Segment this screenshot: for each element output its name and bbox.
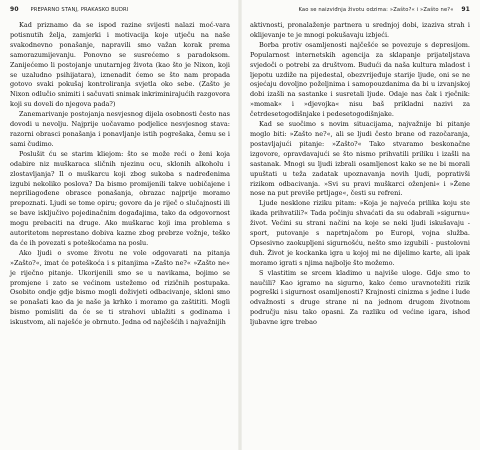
left-page	[10, 6, 230, 446]
right-running-head: Kao se naizviđnja životu odzima: »Zašto?« i »Zašto ne?«	[298, 7, 454, 13]
left-page-body	[10, 21, 230, 328]
paragraph: Kad priznamo da se ispod razine svijesti nalazi moć-vara potisnutih želja, zamjerki i motivacija koje utječu na naše svakodnevno ponašanje, napravili smo važan korak prema samorazumijevanju. Ponovno se susrećemo s paradoksom. Zanijećemo li postojanje unutarnjeg života (kao što je Nixon, koji se uzaludno psihijatara), iznenadit ćemo se što nam propada gotovo svaki pokušaj kontroliranja svjetla oko sebe. (Zašto je Nixon odlučio snimiti i sačuvati snimak inkriminirajućih razgovora koji su doveli do njegova pada?)	[10, 21, 230, 109]
paragraph: Ljude nesklone riziku pitam: »Koja je najveća prilika koju ste ikada prihvatili?« Tada počinju shvaćati da su odabrali »sigurnu« život. Većini su strani načini na koje se neki ljudi iskušavaju - sport, putovanje s naprtnjačom po Europi, vojna služba. Opsesivno zaokupljeni sigurnošću, nešto smo izgubili - pustolovni duh. Život je kockanka igra u kojoj mi ne dijelimo karte, ali ipak moramo igrati s njima najbolje što možemo.	[250, 199, 470, 267]
paragraph: Poslušit ću se starim kliejom: što se može reći o ženi koja odabire niz muškaraca sličnih njezinu ocu, sklonih alkoholu i zlostavljanja? Il o muškarcu koji zbog sukoba s nadređenima izgubi nekoliko poslova? Da bismo promijenili takve uobičajene i nepriliagođene obrasce ponašanja, obrazac najprije moramo prepoznati. Ljudi se tome opiru; govore da je riječ o slučajnosti ili se bave isključivo pojedinačnim događajima, tako da odgovornost mogu prebaciti na druge. Ako muškarac koji ima problema s autoritetom neprestano dobiva kazne zbog prebrze vožnje, teško da će ih povezati s poteškoćama na poslu.	[10, 149, 230, 247]
left-page-number: 90	[10, 6, 19, 13]
paragraph: Ako ljudi o svome životu ne vole odgovarati na pitanja »Zašto?«, imat će poteškoća i s pitanjima »Zašto ne?« »Zašto ne« je riječno pitanje. Ukorijenili smo se u navikama, bojimo se promjene i zato se većinom ustežemo od rizičnih postupaka. Osobito ondje gdje bismo mogli doživjeti odbacivanje, skloni smo se ponašati kao da je naše ja krhko i moramo ga zaštititi. Mogli bismo pomisliti da će se ti strahovi ublažiti s godinama i iskustvom, ali naješće je obrnuto. Jedna od najčešćih i najvažnijih	[10, 248, 230, 327]
right-page-body	[250, 21, 470, 328]
paragraph: Zanemarivanje postojanja nesvjesnog dijela osobnosti često nas dovodi u nevolju. Najprije uočavamo podjelice nesvjesnog stava: razorni obrasci ponašanja i ponavljanje istih pogrešaka, čemu se i sami čudimo.	[10, 110, 230, 148]
left-running-head: PREPARNO STANJ, PRAKASKO BUDRI	[30, 7, 129, 13]
paragraph: aktivnosti, pronalaženje partnera u srednjoj dobi, izaziva strah i oklijevanje te je mnogi pokušavaju izbjeći.	[250, 21, 470, 39]
paragraph: Kad se suočimo s novim situacijama, najvažnije bi pitanje moglo biti: »Zašto ne?«, ali se ljudi često brane od razočaranja, postavljajući pitanje: »Zašto?« Tako stvaramo beskonačne izgovore, opravdavajući se što nismo prihvatili priliku i izašli na sastanak. Mnogi su ljudi izbrali osamljenost kako se ne bi morali upuštati u teža zadatak upoznavanja novih ljudi, poprativši rizikom odbacivanja. »Svi su pravi muškarci oženjeni« i »Žene nose na put previše prtljage«, česti su refreni.	[250, 120, 470, 198]
paragraph: Borba protiv osamljenosti najčešće se povezuje s depresijom. Popularnost internetskih agencija za sklapanje prijateljstava svjedoči o potrebi za društvom. Budući da naša kultura mladost i ljepotu uzdiže na pijedestal, obezvrijeđuje starije ljude, oni se ne osjećaju dovoljno poželjnima i samopouzdanima da bi u izvanjskoj dobi izašli na sastanke i susretali ljude. Odaje nas čak i rječnik: »momak« i »djevojka« nisu baš prikladni nazivi za četrdesetogodišnjake i pedesetogodišnjake.	[250, 40, 470, 119]
right-page-number: 91	[461, 6, 470, 13]
right-running-header	[250, 6, 470, 15]
book-gutter	[238, 0, 242, 450]
left-running-header	[10, 6, 230, 15]
right-page	[250, 6, 470, 446]
paragraph: S vlastitim se srcem kladimo u najviše uloge. Gdje smo to naučili? Kao igramo na sigurno, kako ćemo uravnotežiti rizik pogreški i sigurnost osamljenosti? Krajnosti cinizma s jedne i lude odvažnosti s druge strane ni na jednom drugom životnom području nisu tako opasni. Za razliku od većine igara, ishod ljubavne igre trebao	[250, 268, 470, 327]
